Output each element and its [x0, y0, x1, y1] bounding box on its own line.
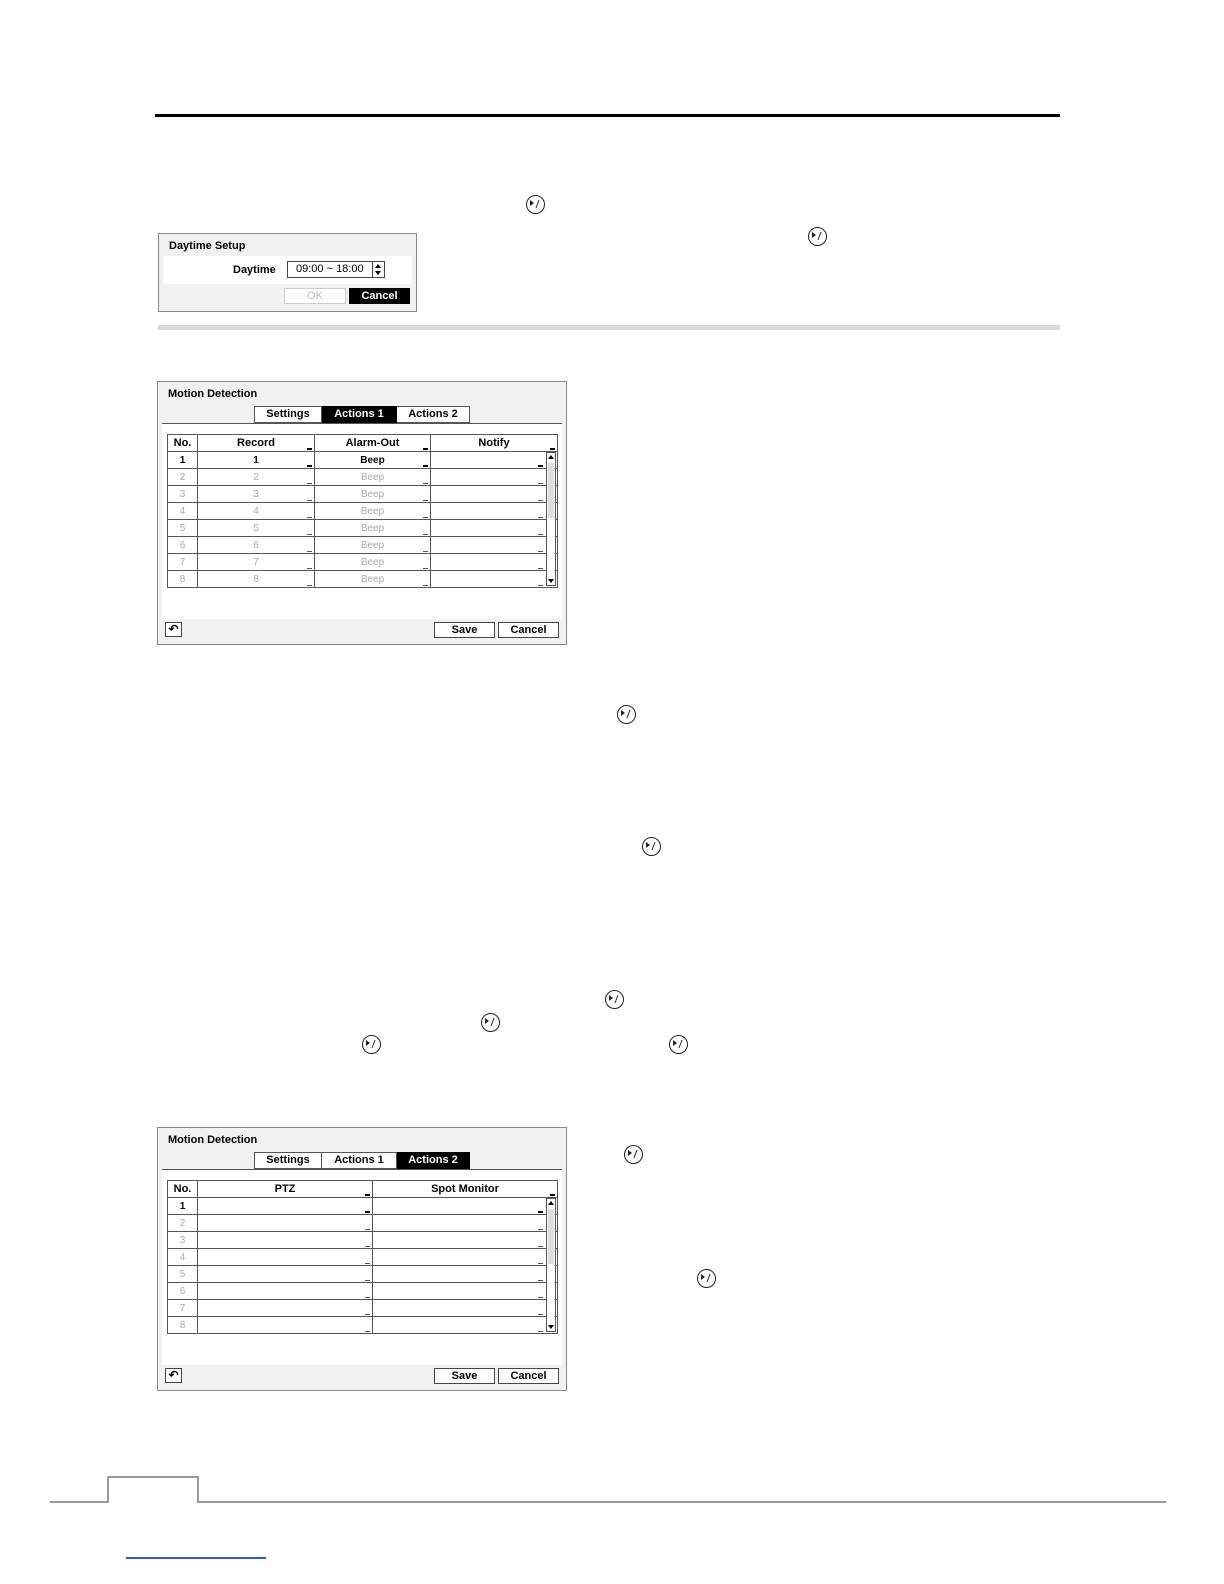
scroll-down-icon[interactable]: [548, 1325, 554, 1329]
cell-spot-monitor[interactable]: [373, 1266, 558, 1283]
cell-spot-monitor[interactable]: [373, 1232, 558, 1249]
col-label: Alarm-Out: [345, 437, 400, 449]
col-no: No.: [168, 1181, 198, 1198]
scroll-down-icon[interactable]: [548, 579, 554, 583]
dropdown-icon: [307, 500, 312, 501]
dropdown-icon: [307, 551, 312, 552]
dialog-title: Daytime Setup: [169, 240, 246, 252]
page-number-tab: [107, 1476, 199, 1503]
tab-actions-2[interactable]: Actions 2: [397, 1152, 470, 1169]
cell-ptz[interactable]: [198, 1317, 373, 1334]
cancel-button[interactable]: Cancel: [349, 288, 410, 304]
dropdown-icon: [365, 1246, 370, 1247]
scroll-thumb[interactable]: [548, 1209, 554, 1264]
cell-spot-monitor[interactable]: [373, 1300, 558, 1317]
dropdown-icon: [538, 1263, 543, 1264]
dropdown-icon: [365, 1314, 370, 1315]
dropdown-icon: [538, 1246, 543, 1247]
dropdown-icon: [550, 448, 555, 450]
cell-value: 3: [253, 488, 259, 500]
cell-ptz[interactable]: [198, 1232, 373, 1249]
cell-no: 3: [168, 486, 198, 503]
dropdown-icon: [538, 585, 543, 586]
dropdown-icon: [538, 1229, 543, 1230]
play-pause-icon: [481, 1013, 500, 1032]
cell-alarm-out[interactable]: [315, 520, 431, 537]
cell-notify[interactable]: [431, 452, 558, 469]
cell-value: 2: [253, 471, 259, 483]
cancel-button[interactable]: Cancel: [498, 1368, 559, 1384]
tab-actions-1[interactable]: Actions 1: [322, 1152, 397, 1169]
cell-no: 4: [168, 503, 198, 520]
table-row: [168, 1232, 558, 1249]
cell-record[interactable]: [198, 503, 315, 520]
cell-spot-monitor[interactable]: [373, 1215, 558, 1232]
cell-ptz[interactable]: [198, 1249, 373, 1266]
dropdown-icon: [423, 500, 428, 501]
cell-alarm-out[interactable]: [315, 537, 431, 554]
cell-no: 8: [168, 571, 198, 588]
play-pause-icon: [642, 837, 661, 856]
dropdown-icon: [307, 568, 312, 569]
spin-up-icon[interactable]: [375, 264, 381, 268]
table-row: [168, 486, 558, 503]
cell-no: 1: [168, 452, 198, 469]
play-pause-icon: [669, 1035, 688, 1054]
daytime-setup-dialog: [158, 233, 417, 312]
cell-no: 3: [168, 1232, 198, 1249]
tab-actions-2[interactable]: Actions 2: [397, 406, 470, 423]
dropdown-icon: [365, 1297, 370, 1298]
cell-value: Beep: [360, 573, 385, 585]
play-pause-icon: [617, 705, 636, 724]
cell-value: 1: [253, 454, 259, 466]
cancel-button[interactable]: Cancel: [498, 622, 559, 638]
table-row: [168, 1300, 558, 1317]
cell-value: 7: [253, 556, 259, 568]
back-arrow-icon[interactable]: ↶: [165, 1368, 182, 1383]
table-row: [168, 1198, 558, 1215]
motion-detection-actions1-dialog: [157, 381, 567, 645]
cell-no: 2: [168, 469, 198, 486]
cell-value: 6: [253, 539, 259, 551]
table-row: [168, 1215, 558, 1232]
dropdown-icon: [423, 551, 428, 552]
col-label: Spot Monitor: [431, 1183, 499, 1195]
cell-alarm-out[interactable]: [315, 571, 431, 588]
cell-value: Beep: [360, 471, 385, 483]
table-row: [168, 1317, 558, 1334]
dropdown-icon: [365, 1331, 370, 1332]
scroll-up-icon[interactable]: [548, 1201, 554, 1205]
cell-value: 5: [253, 522, 259, 534]
dropdown-icon: [307, 585, 312, 586]
dropdown-icon: [550, 1194, 555, 1196]
motion-detection-actions2-dialog: [157, 1127, 567, 1391]
cell-notify[interactable]: [431, 571, 558, 588]
cell-no: 2: [168, 1215, 198, 1232]
play-pause-icon: [697, 1269, 716, 1288]
cell-ptz[interactable]: [198, 1198, 373, 1215]
cell-record[interactable]: [198, 452, 315, 469]
dropdown-icon: [423, 465, 428, 467]
dropdown-icon: [365, 1194, 370, 1196]
cell-record[interactable]: [198, 469, 315, 486]
cell-value: Beep: [360, 505, 385, 517]
dialog-title: Motion Detection: [168, 1134, 258, 1146]
play-pause-icon: [808, 227, 827, 246]
cell-notify[interactable]: [431, 554, 558, 571]
cell-alarm-out[interactable]: [315, 469, 431, 486]
dropdown-icon: [538, 551, 543, 552]
play-pause-icon: [605, 990, 624, 1009]
table-row: [168, 1266, 558, 1283]
section-divider: [158, 325, 1060, 330]
dropdown-icon: [307, 517, 312, 518]
cell-notify[interactable]: [431, 537, 558, 554]
col-label: Record: [237, 437, 275, 449]
cell-record[interactable]: [198, 520, 315, 537]
cell-no: 5: [168, 520, 198, 537]
cell-spot-monitor[interactable]: [373, 1198, 558, 1215]
table-header: [168, 435, 558, 452]
cell-spot-monitor[interactable]: [373, 1283, 558, 1300]
cell-spot-monitor[interactable]: [373, 1317, 558, 1334]
tab-bar: [254, 1152, 470, 1170]
play-pause-icon: [362, 1035, 381, 1054]
cell-ptz[interactable]: [198, 1266, 373, 1283]
scrollbar[interactable]: [546, 1198, 556, 1332]
dropdown-icon: [538, 534, 543, 535]
cell-alarm-out[interactable]: [315, 452, 431, 469]
dropdown-icon: [538, 1314, 543, 1315]
cell-value: 4: [253, 505, 259, 517]
col-ptz[interactable]: [198, 1181, 373, 1198]
cell-notify[interactable]: [431, 486, 558, 503]
daytime-range-value: 09:00 ~ 18:00: [296, 263, 364, 275]
col-no: No.: [168, 435, 198, 452]
cell-value: Beep: [360, 454, 385, 466]
cell-spot-monitor[interactable]: [373, 1249, 558, 1266]
dropdown-icon: [307, 483, 312, 484]
dropdown-icon: [307, 465, 312, 467]
cell-record[interactable]: [198, 537, 315, 554]
col-spot-monitor[interactable]: [373, 1181, 558, 1198]
cell-no: 6: [168, 1283, 198, 1300]
daytime-spinner[interactable]: [372, 261, 385, 278]
dropdown-icon: [538, 1331, 543, 1332]
cell-value: 8: [253, 573, 259, 585]
dropdown-icon: [365, 1211, 370, 1213]
tab-settings[interactable]: Settings: [254, 1152, 322, 1169]
dropdown-icon: [423, 517, 428, 518]
scroll-up-icon[interactable]: [548, 455, 554, 459]
dropdown-icon: [538, 1297, 543, 1298]
cell-value: Beep: [360, 556, 385, 568]
dropdown-icon: [538, 517, 543, 518]
cell-notify[interactable]: [431, 503, 558, 520]
dialog-title: Motion Detection: [168, 388, 258, 400]
table-row: [168, 452, 558, 469]
cell-no: 1: [168, 1198, 198, 1215]
ok-button[interactable]: OK: [284, 288, 346, 304]
dropdown-icon: [365, 1229, 370, 1230]
cell-record[interactable]: [198, 554, 315, 571]
table-row: [168, 520, 558, 537]
dropdown-icon: [538, 1280, 543, 1281]
dropdown-icon: [423, 448, 428, 450]
save-button[interactable]: Save: [434, 622, 495, 638]
cell-no: 7: [168, 1300, 198, 1317]
header-rule: [155, 114, 1060, 117]
col-notify[interactable]: [431, 435, 558, 452]
table-row: [168, 554, 558, 571]
dropdown-icon: [538, 500, 543, 501]
cell-alarm-out[interactable]: [315, 486, 431, 503]
daytime-range-field[interactable]: [287, 261, 385, 278]
cell-record[interactable]: [198, 486, 315, 503]
dropdown-icon: [365, 1263, 370, 1264]
cell-no: 6: [168, 537, 198, 554]
col-label: PTZ: [274, 1183, 296, 1195]
footer-link-underline: [126, 1557, 266, 1559]
cell-alarm-out[interactable]: [315, 554, 431, 571]
dropdown-icon: [423, 483, 428, 484]
dropdown-icon: [538, 483, 543, 484]
scrollbar[interactable]: [546, 452, 556, 586]
dropdown-icon: [307, 534, 312, 535]
cell-notify[interactable]: [431, 520, 558, 537]
cell-no: 5: [168, 1266, 198, 1283]
footer-rule: [50, 1501, 1166, 1503]
cell-value: Beep: [360, 488, 385, 500]
daytime-label: Daytime: [233, 264, 276, 276]
dropdown-icon: [423, 585, 428, 586]
table-row: [168, 503, 558, 520]
dropdown-icon: [365, 1280, 370, 1281]
actions2-table: [167, 1180, 558, 1334]
cell-no: 8: [168, 1317, 198, 1334]
spin-down-icon[interactable]: [375, 271, 381, 275]
table-row: [168, 1249, 558, 1266]
cell-no: 4: [168, 1249, 198, 1266]
dropdown-icon: [423, 568, 428, 569]
cell-alarm-out[interactable]: [315, 503, 431, 520]
dropdown-icon: [538, 465, 543, 467]
tab-settings[interactable]: Settings: [254, 406, 322, 423]
cell-value: Beep: [360, 522, 385, 534]
actions1-table: [167, 434, 558, 588]
play-pause-icon: [624, 1145, 643, 1164]
cell-ptz[interactable]: [198, 1283, 373, 1300]
dropdown-icon: [423, 534, 428, 535]
cell-ptz[interactable]: [198, 1300, 373, 1317]
back-arrow-icon[interactable]: ↶: [165, 622, 182, 637]
col-label: Notify: [478, 437, 510, 449]
cell-ptz[interactable]: [198, 1215, 373, 1232]
table-row: [168, 469, 558, 486]
table-row: [168, 1283, 558, 1300]
tab-actions-1[interactable]: Actions 1: [322, 406, 397, 423]
table-row: [168, 571, 558, 588]
cell-no: 7: [168, 554, 198, 571]
dropdown-icon: [538, 568, 543, 569]
dropdown-icon: [307, 448, 312, 450]
col-alarm-out[interactable]: [315, 435, 431, 452]
scroll-thumb[interactable]: [548, 463, 554, 518]
cell-value: Beep: [360, 539, 385, 551]
table-header: [168, 1181, 558, 1198]
table-row: [168, 537, 558, 554]
col-record[interactable]: [198, 435, 315, 452]
cell-notify[interactable]: [431, 469, 558, 486]
cell-record[interactable]: [198, 571, 315, 588]
play-pause-icon: [526, 195, 545, 214]
tab-bar: [254, 406, 470, 424]
dropdown-icon: [538, 1211, 543, 1213]
save-button[interactable]: Save: [434, 1368, 495, 1384]
